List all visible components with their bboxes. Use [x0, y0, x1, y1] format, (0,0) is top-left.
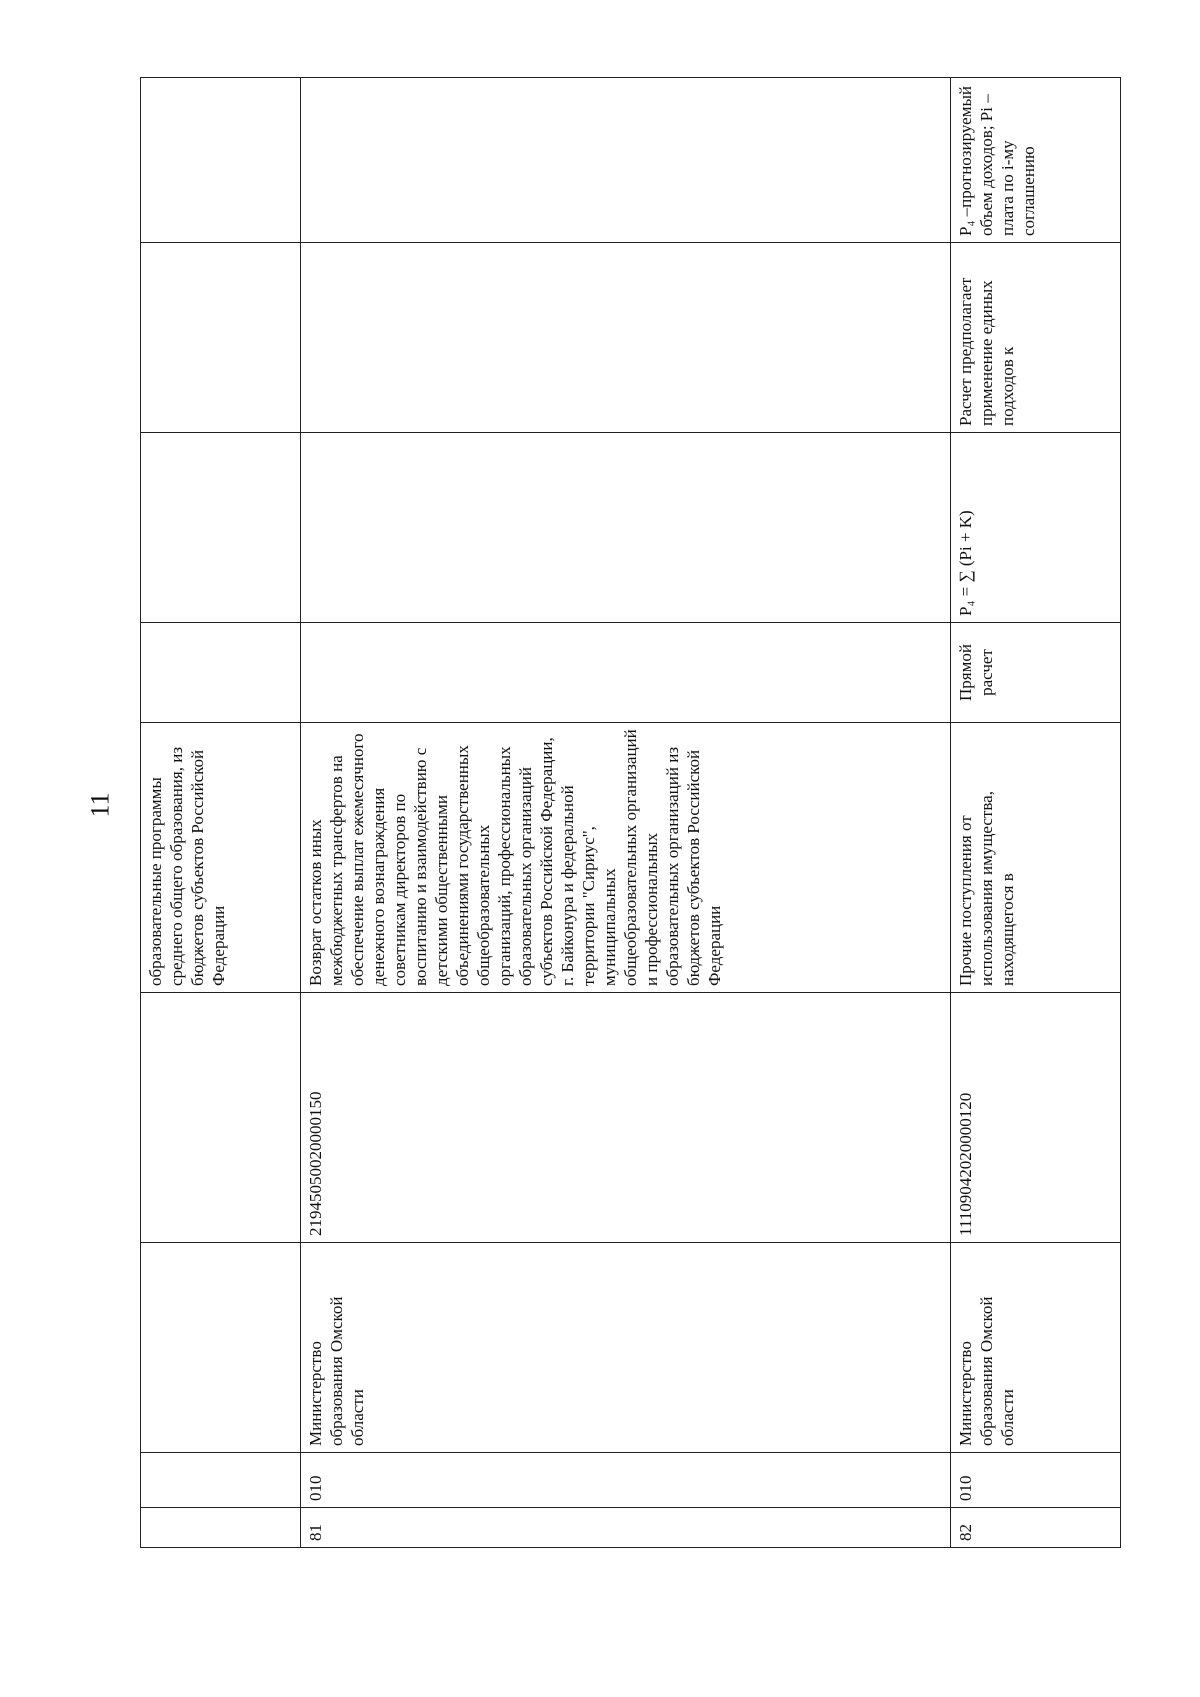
cell-algorithm: Расчет предполагает применение единых подходов к [951, 243, 1121, 433]
cell-num: 82 [951, 1508, 1121, 1548]
cell-algorithm [141, 243, 301, 433]
cell-kbk: 21945050020000150 [301, 993, 951, 1243]
cell-kbk: 11109042020000120 [951, 993, 1121, 1243]
cell-formula [301, 433, 951, 623]
cell-description: Прочие поступления от использования имущества, находящегося в [951, 723, 1121, 993]
cell-admin-name: Министерство образования Омской области [301, 1243, 951, 1453]
cell-admin-code [141, 1453, 301, 1508]
cell-method [301, 623, 951, 723]
cell-formula [141, 433, 301, 623]
cell-admin-code: 010 [301, 1453, 951, 1508]
cell-admin-name: Министерство образования Омской области [951, 1243, 1121, 1453]
cell-admin-code: 010 [951, 1453, 1121, 1508]
rotated-table-container [140, 78, 1120, 1548]
cell-explanation [141, 78, 301, 243]
cell-num [141, 1508, 301, 1548]
table-row-81 [301, 78, 951, 1548]
table-row-continuation [141, 78, 301, 1548]
cell-method [141, 623, 301, 723]
cell-kbk [141, 993, 301, 1243]
cell-formula: P₄ = ∑ (Pi + K) [951, 433, 1121, 623]
cell-description: Возврат остатков иных межбюджетных трансфертов на обеспечение выплат ежемесячного денежного вознаграждения советникам директоров по воспитанию и взаимодействию с детскими общественными объединениями государственных общеобразовательных организаций, профессиональных образовательных организаций субъектов Российской Федерации, г. Байконура и федеральной территории "Сириус", муниципальных общеобразовательных организаций и профессиональных образовательных организаций из бюджетов субъектов Российской Федерации [301, 723, 951, 993]
cell-method: Прямой расчет [951, 623, 1121, 723]
cell-num: 81 [301, 1508, 951, 1548]
cell-admin-name [141, 1243, 301, 1453]
cell-explanation [301, 78, 951, 243]
page-number: 11 [85, 792, 115, 818]
cell-algorithm [301, 243, 951, 433]
revenue-forecast-table [140, 77, 1121, 1548]
cell-explanation: P₄ –прогнозируемый объем доходов; Pi – плата по i-му соглашению [951, 78, 1121, 243]
cell-description: образовательные программы среднего общего образования, из бюджетов субъектов Российской Федерации [141, 723, 301, 993]
table-row-82 [951, 78, 1121, 1548]
